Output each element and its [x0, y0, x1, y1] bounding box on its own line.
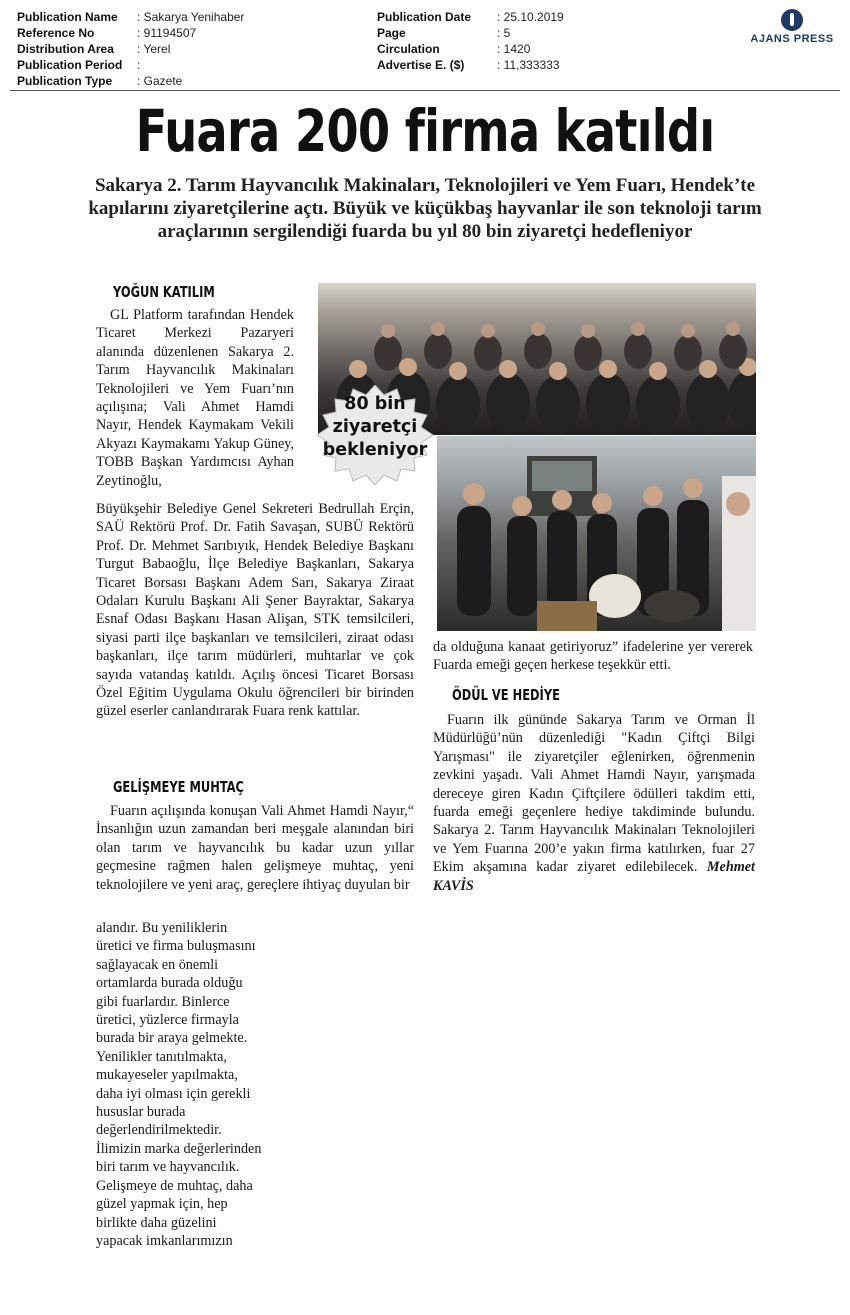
paragraph: Fuarın açılışında konuşan Vali Ahmet Hamdi Nayır,“ İnsanlığın uzun zamandan beri meşgale alanından biri olan tarım ve hayvancılık bu kadar uzun yıllar geçmesine rağmen halen gelişmeye muhtaç, yeni teknolojilere ve yeni araç, gereçlere ihtiyaç duyulan bir	[96, 803, 414, 893]
ajans-press-logo	[744, 9, 840, 45]
meta-row-advertise-equivalent	[377, 57, 564, 73]
subhead-gelismeye-muhtac: GELİŞMEYE MUHTAÇ	[113, 778, 244, 796]
meta-label: Reference No	[17, 26, 95, 40]
meta-value: : 5	[497, 26, 511, 40]
paragraph-text: Fuarın ilk gününde Sakarya Tarım ve Orman İl Müdürlüğü’nün düzenlediği "Kadın Çiftçi Bilgi Yarışması" ile ziyaretçiler eğlenirken, öğrenmenin zevkini yaşadı. Vali Ahmet Hamdi Nayır, yarışmada dereceye giren Kadın Çiftçilere ödülleri takdim etti, fuarda emeği geçenlere hediye takdiminde bulundu. Sakarya 2. Tarım Hayvancılık Makinaları Teknolojileri ve Yem Fuarına 200’e yakın firma katılırken, fuar 27 Ekim akşamına kadar ziyaret edilebilecek.	[433, 712, 755, 876]
subhead-odul-ve-hediye: ÖDÜL VE HEDİYE	[452, 686, 560, 704]
meta-row-publication-name	[17, 9, 244, 25]
meta-value: :	[137, 58, 141, 72]
column-text-block	[96, 802, 414, 894]
meta-value: : Gazete	[137, 74, 183, 88]
meta-value: : Sakarya Yenihaber	[137, 10, 245, 24]
fair-visit-photo	[437, 436, 756, 631]
meta-row-publication-period	[17, 57, 244, 73]
meta-label: Circulation	[377, 42, 440, 56]
logo-mark-icon	[781, 9, 803, 31]
paragraph: Büyükşehir Belediye Genel Sekreteri Bedrullah Erçin, SAÜ Rektörü Prof. Dr. Fatih Savaşan, SUBÜ Rektörü Prof. Dr. Mehmet Sarıbıyık, Hendek Belediye Başkanı Turgut Babaoğlu, İlçe Belediye Başkanları, Sakarya Ticaret Borsası Başkanı Adem Sarı, Sakarya Ziraat Odaları Kurulu Başkanı Ali Şener Bayraktar, Sakarya Esnaf Odası Başkanı Hasan Alişan, STK temsilcileri, siyasi parti ilçe başkanları ve temsilcileri, ziraat odası başkanları, ilçe tarım müdürleri, muhtarlar ve çok sayıda vatandaş katıldı. Açılış öncesi Ticaret Borsası Özel Eğitim Uygulama Okulu öğrencileri bir birinden güzel eserler canlandırarak Fuara renk kattılar.	[96, 501, 414, 720]
meta-value: : 11,333333	[497, 58, 560, 72]
column-text-block	[96, 919, 266, 1250]
visitor-target-badge	[314, 385, 436, 485]
meta-label: Advertise E. ($)	[377, 58, 465, 72]
column-text-block	[96, 306, 294, 490]
paragraph	[433, 711, 755, 895]
badge-line: 80 bin	[344, 394, 406, 414]
header-divider	[10, 90, 840, 91]
meta-label: Publication Date	[377, 10, 472, 24]
badge-line: bekleniyor	[322, 440, 428, 460]
fair-visit-photo-graphic	[437, 436, 756, 631]
column-text-block	[96, 500, 414, 721]
column-text-block	[433, 711, 755, 895]
meta-label: Publication Type	[17, 74, 113, 88]
meta-row-publication-type	[17, 73, 244, 89]
meta-value: : Yerel	[137, 42, 171, 56]
meta-label: Distribution Area	[17, 42, 114, 56]
subhead-yogun-katilim: YOĞUN KATILIM	[113, 283, 215, 301]
meta-label: Publication Name	[17, 10, 118, 24]
badge-text	[314, 393, 436, 462]
byline: Mehmet KAVİS	[433, 859, 755, 894]
logo-text: AJANS PRESS	[750, 33, 834, 45]
meta-row-circulation	[377, 41, 564, 57]
meta-value: : 1420	[497, 42, 531, 56]
meta-row-page	[377, 25, 564, 41]
publication-meta-right	[377, 9, 564, 73]
meta-row-distribution-area	[17, 41, 244, 57]
column-text-block	[433, 638, 753, 675]
article-headline: Fuara 200 firma katıldı	[135, 97, 715, 165]
meta-row-publication-date	[377, 9, 564, 25]
paragraph: da olduğuna kanaat getiriyoruz” ifadelerine yer vererek Fuarda emeği geçen herkese teşekkür etti.	[433, 639, 753, 674]
paragraph: alandır. Bu yeniliklerin üretici ve firma buluşmasını sağlayacak en önemli ortamlarda burada olduğu gibi fuarlardır. Binlerce üretici, yüzlerce firmayla burada bir araya gelmekte. Yenilikler tanıtılmakta, mukayeseler yapılmakta, daha iyi olması için gerekli hususlar burada değerlendirilmektedir. İlimizin marka değerlerinden biri tarım ve hayvancılık. Gelişmeye de muhtaç, daha güzel yapmak için, hep birlikte daha güzelini yapacak imkanlarımızın	[96, 920, 262, 1249]
badge-line: ziyaretçi	[332, 417, 418, 437]
meta-row-reference-no	[17, 25, 244, 41]
meta-value: : 91194507	[137, 26, 197, 40]
paragraph: GL Platform tarafından Hendek Ticaret Merkezi Pazaryeri alanında düzenlenen Sakarya 2. Tarım Hayvancılık Makinaları Teknolojileri ve Yem Fuarı’nın açılışına; Vali Ahmet Hamdi Nayır, Hendek Kaymakam Vekili Akyazı Kaymakamı Yakup Güney, TOBB Başkan Yardımcısı Ayhan Zeytinoğlu,	[96, 307, 294, 489]
meta-label: Publication Period	[17, 58, 123, 72]
publication-meta-left	[17, 9, 244, 89]
article-deck: Sakarya 2. Tarım Hayvancılık Makinaları, Teknolojileri ve Yem Fuarı, Hendek’te kapılarını ziyaretçilerine açtı. Büyük ve küçükbaş hayvanlar ile son teknoloji tarım araçlarının sergilendiği fuarda bu yıl 80 bin ziyaretçi hedefleniyor	[88, 175, 762, 242]
meta-label: Page	[377, 26, 406, 40]
meta-value: : 25.10.2019	[497, 10, 564, 24]
